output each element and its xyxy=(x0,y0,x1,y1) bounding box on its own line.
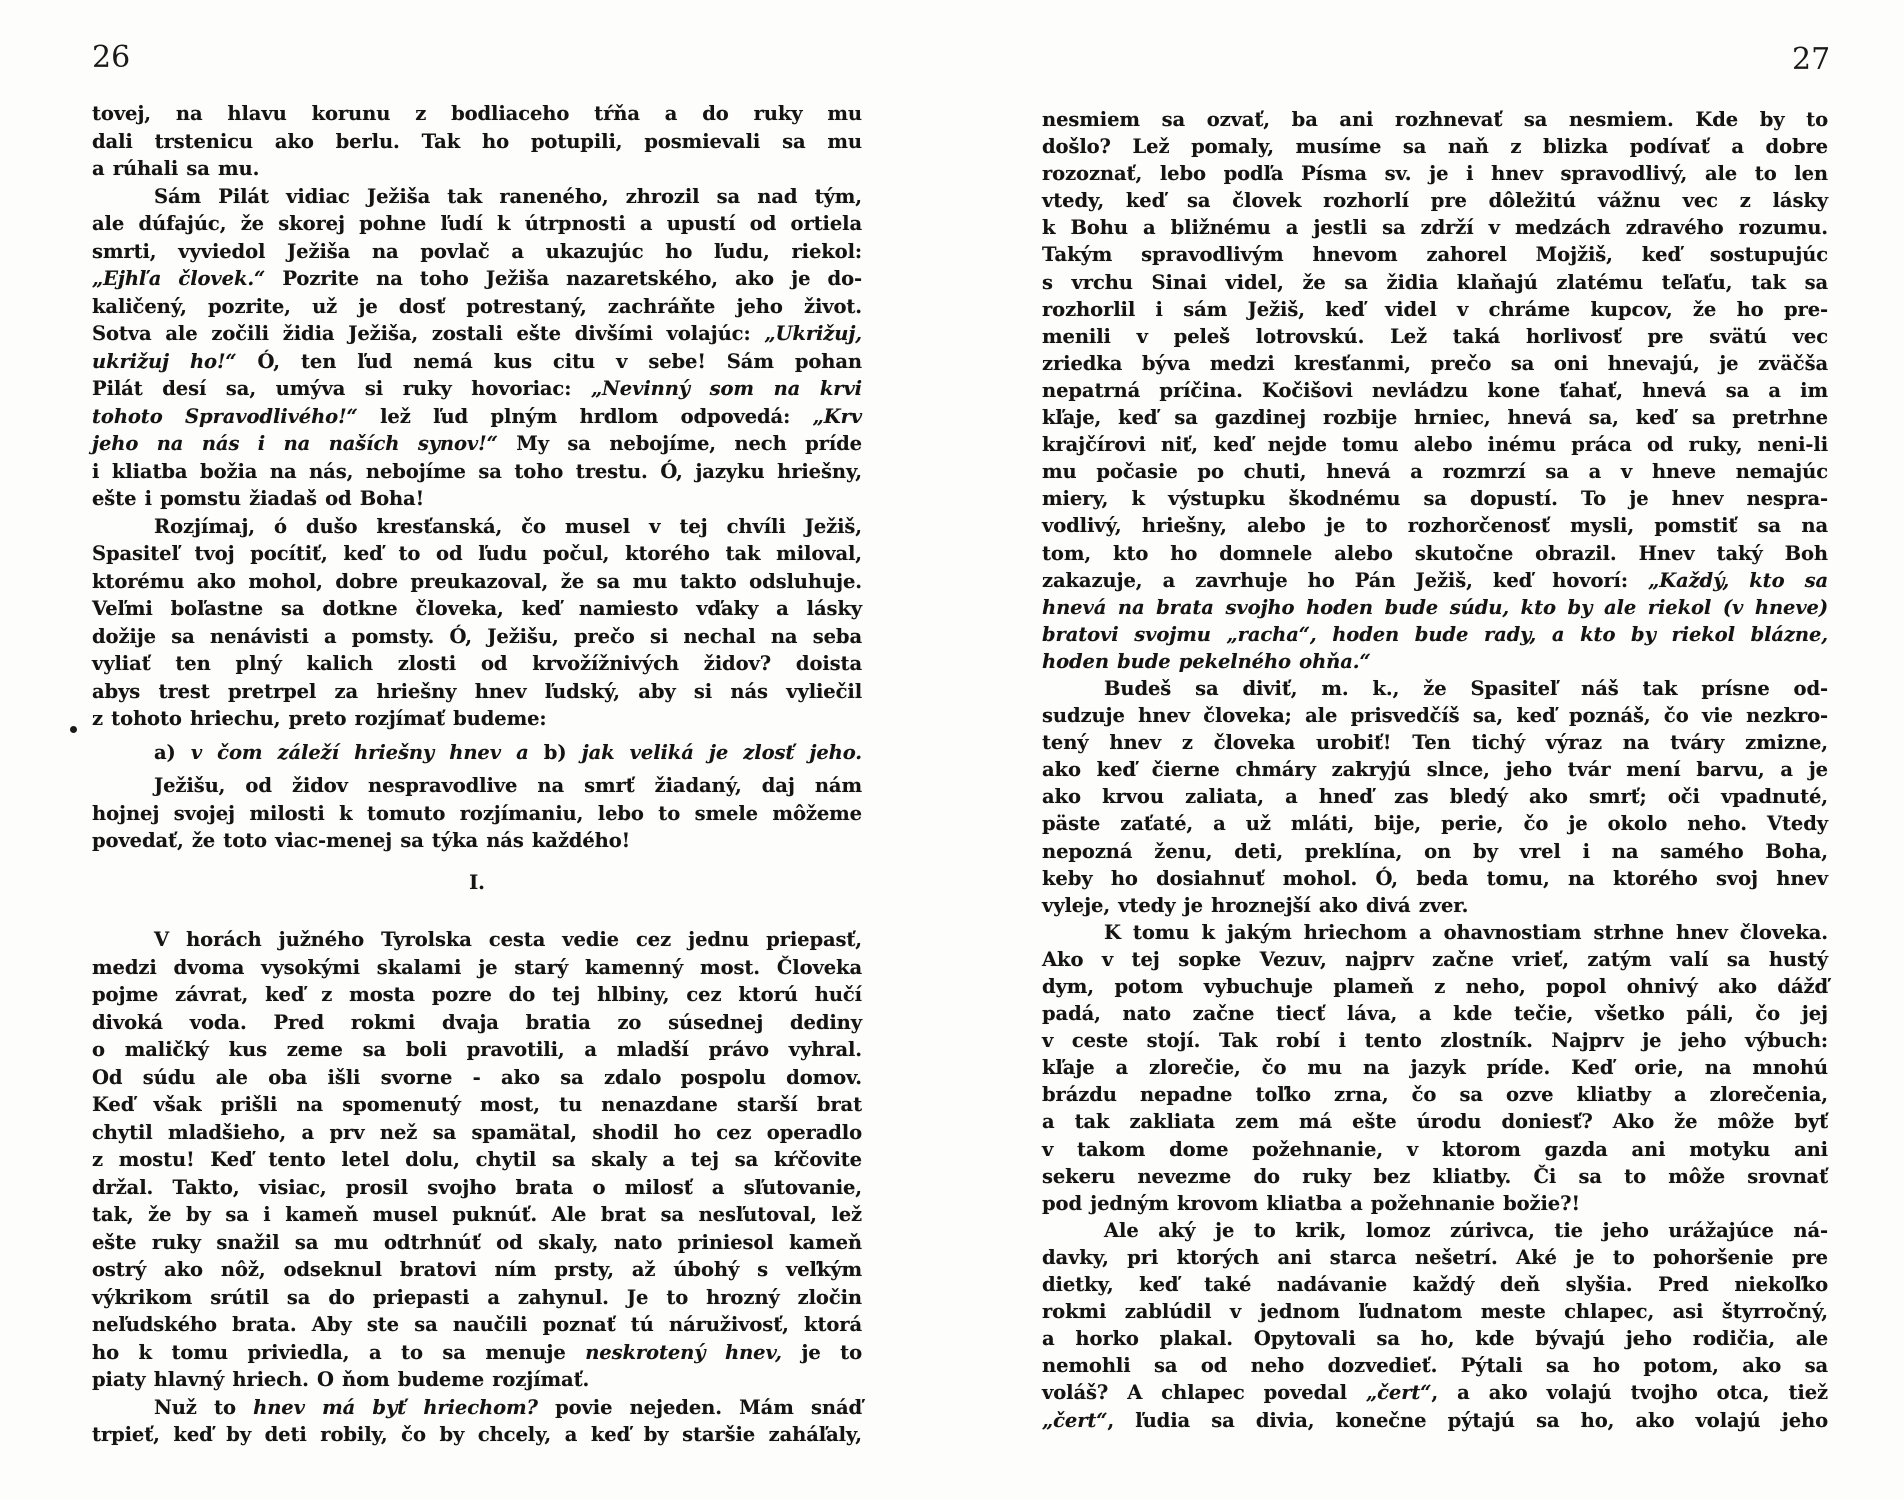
text-line: a horko plakal. Opytovali sa ho, kde bývajú jeho rodičia, ale xyxy=(1042,1327,1828,1351)
italic-text: jak veliká je zlosť jeho. xyxy=(581,740,862,764)
text-line: K tomu k jakým hriechom a ohavnostiam strhne hnev človeka. xyxy=(1104,920,1828,944)
text-line: Sám Pilát vidiac Ježiša tak raneného, zhrozil sa nad tým, xyxy=(154,184,862,208)
text-line: Rozjímaj, ó dušo kresťanská, čo musel v tej chvíli Ježiš, xyxy=(154,514,862,538)
italic-text: v čom záleží hriešny hnev a xyxy=(190,740,529,764)
text-line: I. xyxy=(469,870,485,894)
text-line: neľudského brata. Aby ste sa naučili poznať tú náruživosť, ktorá xyxy=(92,1313,862,1336)
paragraph xyxy=(92,772,862,855)
text-line: a) v čom záleží hriešny hnev a b) jak veliká je zlosť jeho. xyxy=(154,740,862,764)
text-line: držal. Takto, visiac, prosil svojho brata o milosť a sľutovanie, xyxy=(92,1175,862,1199)
text-line xyxy=(1042,648,1828,675)
paragraph xyxy=(92,1394,862,1449)
text-line: Nuž to hnev má byť hriechom? povie nejeden. Mám snáď xyxy=(154,1395,863,1419)
text-line: V horách južného Tyrolska cesta vedie cez jednu priepasť, xyxy=(154,928,862,951)
paragraph xyxy=(92,183,862,513)
text-line: krajčírovi niť, keď nejde tomu alebo inému práca od ruky, neni-li xyxy=(1042,433,1828,457)
text-line: k Bohu a bližnému a jestli sa zdrží v medzách zdravého rozumu. xyxy=(1042,216,1828,240)
page-number-right: 27 xyxy=(1792,42,1831,77)
italic-text: ukrižuj ho!“ xyxy=(92,349,237,373)
paragraph xyxy=(1042,1217,1828,1434)
text-line: „čert“, ľudia sa divia, konečne pýtajú sa ho, ako volajú jeho xyxy=(1042,1408,1828,1432)
text-line: dali trstenicu ako berlu. Tak ho potupili, posmievali sa mu xyxy=(92,129,862,153)
text-line: chytil mladšieho, a prv než sa spamätal, shodil ho cez operadlo xyxy=(92,1120,862,1144)
text-line: tak, že by sa i kameň musel puknúť. Ale brat sa nesľutoval, lež xyxy=(92,1203,862,1226)
text-line: ktorému ako mohol, dobre preukazoval, že sa mu takto odsluhuje. xyxy=(92,569,862,593)
text-line: smrti, vyviedol Ježiša na povlač a ukazujúc ho ľudu, riekol: xyxy=(92,239,862,263)
text-line: kaličený, pozrite, už je dosť potrestaný, zachráňte jeho život. xyxy=(92,294,862,318)
text-line: dym, potom vybuchuje plameň z neho, popol ohnivý ako dážď xyxy=(1042,975,1828,998)
text-line: ukrižuj ho!“ Ó, ten ľud nemá kus citu v sebe! Sám pohan xyxy=(92,349,862,373)
paragraph xyxy=(92,926,862,1394)
paragraph xyxy=(92,100,862,183)
text-line: voláš? A chlapec povedal „čert“, a ako volajú tvojho otca, tiež xyxy=(1042,1381,1828,1405)
italic-text: hnev má byť hriechom? xyxy=(253,1395,538,1419)
text-line: padá, nato začne tiecť láva, a kde tečie, všetko páli, čo jej xyxy=(1042,1002,1828,1026)
text-line: nemohli sa od neho dozvedieť. Pýtali sa ho potom, ako sa xyxy=(1042,1354,1828,1378)
text-line: keby ho dosiahnuť mohol. Ó, beda tomu, na ktorého svoj hnev xyxy=(1042,866,1828,890)
italic-text: „čert“ xyxy=(1042,1408,1108,1432)
text-line xyxy=(1042,621,1828,648)
text-line: vyleje, vtedy je hroznejší ako divá zver. xyxy=(1042,893,1469,917)
text-line: rozhorlil i sám Ježiš, keď videl v chráme kupcov, že ho pre- xyxy=(1042,297,1828,321)
text-line: Takým spravodlivým hnevom zahorel Mojžiš, keď sostupujúc xyxy=(1042,243,1828,267)
text-line: v ceste stojí. Tak robí i tento zlostník. Najprv je jeho výbuch: xyxy=(1042,1029,1828,1053)
text-line: z tohoto hriechu, preto rozjímať budeme: xyxy=(92,707,547,730)
text-line xyxy=(1042,594,1828,621)
paragraph xyxy=(1042,675,1828,919)
text-line: sekeru nevezme do ruky bez kliatby. Či sa to môže srovnať xyxy=(1042,1164,1828,1188)
text-line: Ježišu, od židov nespravodlive na smrť žiadaný, daj nám xyxy=(154,774,862,797)
text-line: a tak zakliata zem má ešte úrodu doniesť? Ako že môže byť xyxy=(1042,1110,1828,1134)
text-line: ako krvou zaliata, a hneď zas bledý ako smrť; oči vpadnuté, xyxy=(1042,785,1828,809)
text-line: davky, pri ktorých ani starca nešetrí. Aké je to pohoršenie pre xyxy=(1042,1245,1828,1269)
text-line: z mostu! Keď tento letel dolu, chytil sa skaly a tej sa kŕčovite xyxy=(92,1148,862,1171)
paragraph xyxy=(92,513,862,733)
text-line: sudzuje hnev človeka; ale prisvedčíš sa, keď poznáš, čo vie nezkro- xyxy=(1042,704,1828,728)
text-line: kľaje, keď sa gazdinej rozbije hrniec, hnevá sa, keď sa pretrhne xyxy=(1042,406,1828,430)
text-line: dožije sa nenávisti a pomsty. Ó, Ježišu, prečo si nechal na seba xyxy=(92,624,862,648)
text-line: nepatrná príčina. Kočišovi nevládzu kone ťahať, hnevá sa a im xyxy=(1042,378,1828,402)
text-line: tený hnev z človeka urobiť! Ten tichý výraz na tváry zmizne, xyxy=(1042,731,1828,755)
list-item xyxy=(92,739,862,767)
text-line: Ako v tej sopke Vezuv, najprv začne vrieť, zatým valí sa hustý xyxy=(1042,947,1828,971)
italic-text: bratovi svojmu „racha“, hoden bude rady, a kto by riekol blázne, xyxy=(1042,622,1828,646)
text-line: mu počasie po chuti, hnevá a rozmrzí sa a v hneve nemajúc xyxy=(1042,460,1828,484)
text-line: brázdu nepadne toľko zrna, čo sa ozve kliatby a zlorečenia, xyxy=(1042,1083,1828,1107)
italic-text: „Ukrižuj, xyxy=(764,322,862,345)
paragraph xyxy=(1042,919,1828,1217)
text-line: i kliatba božia na nás, nebojíme sa toho trestu. Ó, jazyku hriešny, xyxy=(92,459,862,483)
text-line: piaty hlavný hriech. O ňom budeme rozjímať. xyxy=(92,1368,590,1391)
text-line: menili v peleš lotrovskú. Lež taká horlivosť pre svätú vec xyxy=(1042,324,1828,348)
text-line: o maličký kus zeme sa boli pravotili, a mladší právo vyhral. xyxy=(92,1038,862,1061)
text-line: divoká voda. Pred rokmi dvaja bratia zo súsednej dediny xyxy=(92,1010,862,1034)
text-line: kľaje a zlorečie, čo mu na jazyk príde. Keď orie, na mnohú xyxy=(1042,1056,1828,1080)
text-line: tohoto Spravodlivého!“ lež ľud plným hrdlom odpovedá: „Krv xyxy=(92,404,862,428)
text-line: ostrý ako nôž, odseknul bratovi ním prsty, až úbohý s veľkým xyxy=(92,1258,862,1281)
italic-text: hoden bude pekelného ohňa.“ xyxy=(1042,649,1371,673)
text-line: zriedka býva medzi kresťanmi, prečo sa oni hnevajú, je zväčša xyxy=(1042,351,1828,375)
text-line: a rúhali sa mu. xyxy=(92,157,260,180)
text-line: Od súdu ale oba išli svorne - ako sa zdalo pospolu domov. xyxy=(92,1065,862,1089)
italic-text: „Krv xyxy=(812,404,862,428)
text-line: výkrikom srútil sa do priepasti a zahynul. Je to hrozný zločin xyxy=(92,1285,862,1309)
paragraph xyxy=(1042,106,1828,675)
text-line: tom, kto ho domnele alebo skutočne obrazil. Hnev taký Boh xyxy=(1042,541,1828,565)
text-line: rokmi zablúdil v jednom ľudnatom meste chlapec, asi štyrročný, xyxy=(1042,1300,1828,1324)
text-line: ako keď čierne chmáry zakryjú slnce, jeho tvár mení barvu, a je xyxy=(1042,758,1828,782)
text-line: ešte ruky snažil sa mu odtrhnúť od skaly, nato priniesol kameň xyxy=(92,1230,862,1254)
text-line: Keď však prišli na spomenutý most, tu nenazdane starší brat xyxy=(92,1093,862,1116)
text-line: pod jedným krovom kliatba a požehnanie božie?! xyxy=(1042,1191,1580,1215)
text-line: nepozná ženu, deti, preklína, on by vrel i na samého Boha, xyxy=(1042,839,1828,863)
text-line: dietky, keď také nadávanie každý deň slyšia. Pred niekoľko xyxy=(1042,1273,1828,1297)
text-line: vtedy, keď sa človek rozhorlí pre dôležitú vážnu vec z lásky xyxy=(1042,189,1828,213)
text-line: trpieť, keď by deti robily, čo by chcely, a keď by staršie zaháľaly, xyxy=(92,1423,862,1446)
text-line: hojnej svojej milosti k tomuto rozjímaniu, lebo to smele môžeme xyxy=(92,801,862,825)
text-line: nesmiem sa ozvať, ba ani rozhnevať sa nesmiem. Kde by to xyxy=(1042,108,1828,131)
text-line: ale dúfajúc, že skorej pohne ľudí k útrpnosti a upustí od ortiela xyxy=(92,212,862,235)
italic-text: „Každý, kto sa xyxy=(1648,568,1828,592)
text-line: Ale aký je to krik, lomoz zúrivca, tie jeho urážajúce ná- xyxy=(1104,1218,1828,1242)
italic-text: jeho na nás i na naších synov!“ xyxy=(92,432,498,455)
margin-print-artifact-dot xyxy=(70,726,77,733)
italic-text: tohoto Spravodlivého!“ xyxy=(92,404,358,428)
text-line: ho k tomu priviedla, a to sa menuje neskrotený hnev, je to xyxy=(92,1340,862,1364)
text-line: zakazuje, a zavrhuje ho Pán Ježiš, keď hovorí: „Každý, kto sa xyxy=(1042,568,1828,592)
text-line: Pilát desí sa, umýva si ruky hovoriac: „Nevinný som na krvi xyxy=(92,377,862,400)
page-right-text-column xyxy=(1042,106,1828,1434)
text-line: Veľmi boľastne sa dotkne človeka, keď namiesto vďaky a lásky xyxy=(92,597,862,620)
text-line: medzi dvoma vysokými skalami je starý kamenný most. Človeka xyxy=(92,955,862,979)
text-line: ešte i pomstu žiadaš od Boha! xyxy=(92,487,425,510)
text-line: došlo? Lež pomaly, musíme sa naň z blizka podívať a dobre xyxy=(1042,135,1828,159)
page-left-text-column xyxy=(92,100,862,1449)
text-line: pojme závrat, keď z mosta pozre do tej hlbiny, cez ktorú hučí xyxy=(92,983,862,1006)
text-line: abys trest pretrpel za hriešny hnev ľudský, aby si nás vyliečil xyxy=(92,679,862,703)
italic-text: hnevá na brata svojho hoden bude súdu, kto by ale riekol (v hneve) xyxy=(1042,595,1828,619)
text-line: vyliať ten plný kalich zlosti od krvožížnivých židov? doista xyxy=(92,652,862,675)
text-line: povedať, že toto viac-menej sa týka nás každého! xyxy=(92,829,631,852)
section-heading xyxy=(92,869,862,897)
text-line: jeho na nás i na naších synov!“ My sa nebojíme, nech príde xyxy=(92,432,862,455)
text-line: Budeš sa diviť, m. k., že Spasiteľ náš tak prísne od- xyxy=(1104,676,1828,700)
text-line: Spasiteľ tvoj pocítiť, keď to od ľudu počul, ktorého tak miloval, xyxy=(92,542,862,565)
text-line: v takom dome požehnanie, v ktorom gazda ani motyku ani xyxy=(1042,1137,1828,1161)
text-line: rozoznať, lebo podľa Písma sv. je i hnev spravodlivý, ale to len xyxy=(1042,162,1828,186)
text-line: Sotva ale zočili židia Ježiša, zostali ešte divšími volajúc: „Ukrižuj, xyxy=(92,322,862,345)
italic-text: „Ejhľa človek.“ xyxy=(92,267,266,290)
italic-text: neskrotený hnev, xyxy=(585,1340,782,1364)
italic-text: „čert“ xyxy=(1366,1381,1432,1405)
text-line: tovej, na hlavu korunu z bodliaceho tŕňa a do ruky mu xyxy=(92,102,862,125)
page-number-left: 26 xyxy=(92,40,131,75)
text-line: miery, k výstupku škodnému sa dopustí. To je hnev nespra- xyxy=(1042,487,1828,511)
text-line: päste zaťaté, a už mláti, bije, perie, čo je okolo neho. Vtedy xyxy=(1042,812,1828,836)
text-line: s vrchu Sinai videl, že sa židia klaňajú zlatému teľaťu, tak sa xyxy=(1042,270,1828,294)
italic-text: „Nevinný som na krvi xyxy=(590,377,862,400)
text-line: „Ejhľa človek.“ Pozrite na toho Ježiša nazaretského, ako je do- xyxy=(92,267,862,290)
text-line: vodlivý, hriešny, alebo je to rozhorčenosť mysli, pomstiť sa na xyxy=(1042,514,1828,538)
